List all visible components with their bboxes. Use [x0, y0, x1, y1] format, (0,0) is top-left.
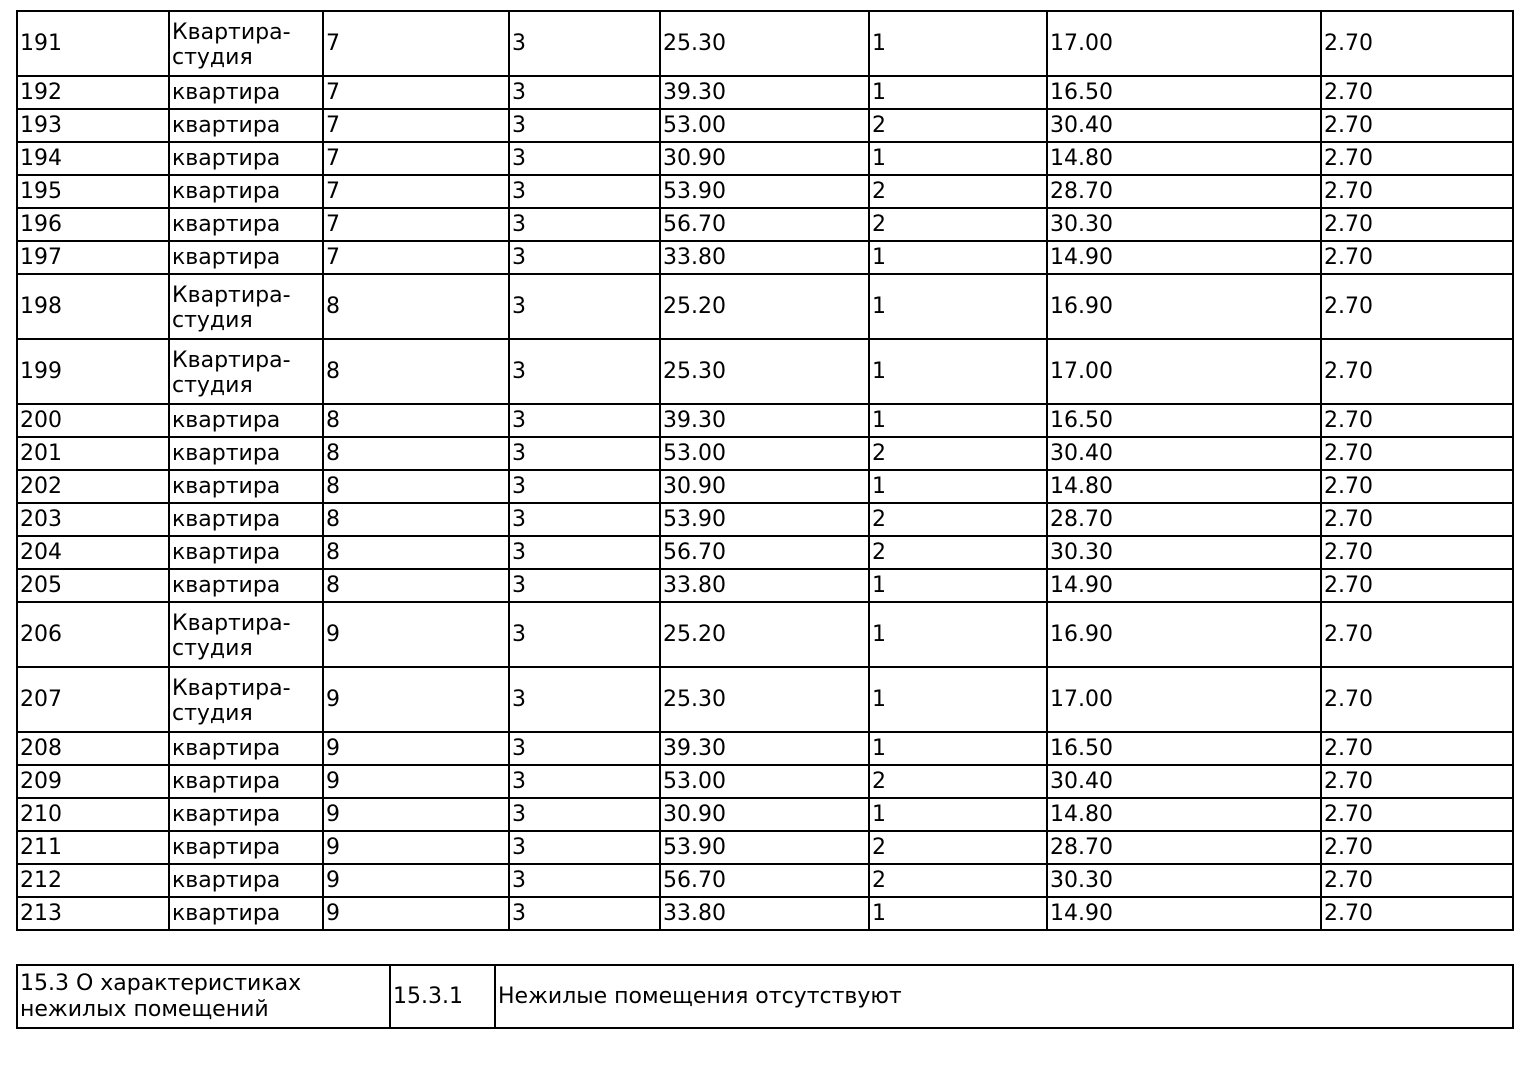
living-area-cell: 14.90: [1047, 897, 1321, 930]
floor-cell: 9: [323, 765, 509, 798]
room-count-cell: 1: [869, 142, 1047, 175]
apartment-number-cell: 195: [17, 175, 169, 208]
room-count-cell: 1: [869, 798, 1047, 831]
total-area-cell: 33.80: [660, 897, 869, 930]
non-residential-section: [16, 964, 1514, 1029]
entrance-cell: 3: [509, 11, 660, 76]
room-count-cell: 1: [869, 404, 1047, 437]
table-row: [17, 667, 1513, 732]
room-count-cell: 1: [869, 897, 1047, 930]
floor-cell: 7: [323, 208, 509, 241]
apartments-table: [16, 10, 1514, 931]
living-area-cell: 30.40: [1047, 765, 1321, 798]
table-row: [17, 76, 1513, 109]
ceiling-height-cell: 2.70: [1321, 602, 1513, 667]
entrance-cell: 3: [509, 109, 660, 142]
entrance-cell: 3: [509, 339, 660, 404]
room-count-cell: 1: [869, 11, 1047, 76]
entrance-cell: 3: [509, 208, 660, 241]
table-row: [17, 241, 1513, 274]
living-area-cell: 30.40: [1047, 437, 1321, 470]
floor-cell: 9: [323, 602, 509, 667]
ceiling-height-cell: 2.70: [1321, 503, 1513, 536]
entrance-cell: 3: [509, 142, 660, 175]
table-row: [17, 142, 1513, 175]
table-row: [17, 602, 1513, 667]
apartment-number-cell: 199: [17, 339, 169, 404]
floor-cell: 9: [323, 798, 509, 831]
apartment-type-cell: квартира: [169, 404, 323, 437]
floor-cell: 8: [323, 404, 509, 437]
entrance-cell: 3: [509, 241, 660, 274]
room-count-cell: 1: [869, 274, 1047, 339]
living-area-cell: 16.50: [1047, 732, 1321, 765]
table-row: [17, 208, 1513, 241]
ceiling-height-cell: 2.70: [1321, 765, 1513, 798]
total-area-cell: 25.20: [660, 274, 869, 339]
room-count-cell: 2: [869, 765, 1047, 798]
entrance-cell: 3: [509, 404, 660, 437]
living-area-cell: 30.30: [1047, 536, 1321, 569]
living-area-cell: 28.70: [1047, 503, 1321, 536]
table-row: [17, 536, 1513, 569]
floor-cell: 8: [323, 339, 509, 404]
entrance-cell: 3: [509, 470, 660, 503]
entrance-cell: 3: [509, 76, 660, 109]
floor-cell: 7: [323, 109, 509, 142]
apartment-number-cell: 193: [17, 109, 169, 142]
total-area-cell: 53.00: [660, 765, 869, 798]
apartment-type-cell: квартира: [169, 175, 323, 208]
apartments-table-body: [17, 11, 1513, 930]
apartment-type-cell: Квартира-студия: [169, 667, 323, 732]
ceiling-height-cell: 2.70: [1321, 339, 1513, 404]
apartment-type-cell: Квартира-студия: [169, 339, 323, 404]
living-area-cell: 17.00: [1047, 339, 1321, 404]
room-count-cell: 2: [869, 109, 1047, 142]
total-area-cell: 39.30: [660, 76, 869, 109]
table-row: [17, 274, 1513, 339]
room-count-cell: 1: [869, 569, 1047, 602]
total-area-cell: 53.90: [660, 175, 869, 208]
apartment-number-cell: 200: [17, 404, 169, 437]
ceiling-height-cell: 2.70: [1321, 241, 1513, 274]
apartment-number-cell: 210: [17, 798, 169, 831]
apartment-type-cell: Квартира-студия: [169, 11, 323, 76]
room-count-cell: 1: [869, 732, 1047, 765]
apartment-type-cell: квартира: [169, 798, 323, 831]
apartment-number-cell: 205: [17, 569, 169, 602]
ceiling-height-cell: 2.70: [1321, 175, 1513, 208]
apartment-number-cell: 194: [17, 142, 169, 175]
total-area-cell: 53.00: [660, 109, 869, 142]
apartment-type-cell: квартира: [169, 109, 323, 142]
floor-cell: 7: [323, 241, 509, 274]
apartment-number-cell: 197: [17, 241, 169, 274]
table-row: [17, 503, 1513, 536]
apartment-number-cell: 201: [17, 437, 169, 470]
apartment-type-cell: квартира: [169, 503, 323, 536]
apartment-type-cell: квартира: [169, 536, 323, 569]
table-row: [17, 897, 1513, 930]
room-count-cell: 2: [869, 175, 1047, 208]
living-area-cell: 17.00: [1047, 667, 1321, 732]
apartment-number-cell: 204: [17, 536, 169, 569]
apartment-type-cell: квартира: [169, 897, 323, 930]
floor-cell: 7: [323, 142, 509, 175]
floor-cell: 8: [323, 470, 509, 503]
apartment-type-cell: квартира: [169, 241, 323, 274]
apartment-number-cell: 196: [17, 208, 169, 241]
total-area-cell: 30.90: [660, 798, 869, 831]
entrance-cell: 3: [509, 765, 660, 798]
ceiling-height-cell: 2.70: [1321, 76, 1513, 109]
ceiling-height-cell: 2.70: [1321, 798, 1513, 831]
floor-cell: 8: [323, 536, 509, 569]
table-row: [17, 339, 1513, 404]
living-area-cell: 14.80: [1047, 470, 1321, 503]
floor-cell: 9: [323, 864, 509, 897]
apartment-type-cell: квартира: [169, 142, 323, 175]
total-area-cell: 25.30: [660, 667, 869, 732]
apartment-type-cell: Квартира-студия: [169, 274, 323, 339]
total-area-cell: 25.30: [660, 339, 869, 404]
non-residential-row: [17, 965, 1513, 1028]
apartment-number-cell: 202: [17, 470, 169, 503]
entrance-cell: 3: [509, 667, 660, 732]
room-count-cell: 2: [869, 864, 1047, 897]
room-count-cell: 1: [869, 76, 1047, 109]
apartment-number-cell: 203: [17, 503, 169, 536]
table-row: [17, 109, 1513, 142]
table-row: [17, 765, 1513, 798]
table-row: [17, 404, 1513, 437]
apartment-type-cell: квартира: [169, 437, 323, 470]
ceiling-height-cell: 2.70: [1321, 437, 1513, 470]
apartment-type-cell: квартира: [169, 470, 323, 503]
total-area-cell: 25.20: [660, 602, 869, 667]
ceiling-height-cell: 2.70: [1321, 142, 1513, 175]
total-area-cell: 56.70: [660, 536, 869, 569]
ceiling-height-cell: 2.70: [1321, 208, 1513, 241]
table-row: [17, 864, 1513, 897]
room-count-cell: 1: [869, 339, 1047, 404]
floor-cell: 8: [323, 437, 509, 470]
apartment-number-cell: 207: [17, 667, 169, 732]
ceiling-height-cell: 2.70: [1321, 470, 1513, 503]
apartment-number-cell: 198: [17, 274, 169, 339]
living-area-cell: 16.90: [1047, 602, 1321, 667]
section-title: 15.3 О характеристиках нежилых помещений: [17, 965, 390, 1028]
table-row: [17, 437, 1513, 470]
room-count-cell: 1: [869, 241, 1047, 274]
total-area-cell: 39.30: [660, 732, 869, 765]
living-area-cell: 28.70: [1047, 175, 1321, 208]
entrance-cell: 3: [509, 897, 660, 930]
living-area-cell: 16.50: [1047, 404, 1321, 437]
living-area-cell: 30.40: [1047, 109, 1321, 142]
room-count-cell: 1: [869, 667, 1047, 732]
total-area-cell: 33.80: [660, 569, 869, 602]
entrance-cell: 3: [509, 732, 660, 765]
room-count-cell: 2: [869, 503, 1047, 536]
total-area-cell: 53.90: [660, 503, 869, 536]
total-area-cell: 30.90: [660, 470, 869, 503]
table-row: [17, 798, 1513, 831]
apartment-type-cell: квартира: [169, 831, 323, 864]
section-text: Нежилые помещения отсутствуют: [495, 965, 1513, 1028]
entrance-cell: 3: [509, 175, 660, 208]
ceiling-height-cell: 2.70: [1321, 536, 1513, 569]
apartment-number-cell: 209: [17, 765, 169, 798]
entrance-cell: 3: [509, 864, 660, 897]
total-area-cell: 30.90: [660, 142, 869, 175]
table-row: [17, 470, 1513, 503]
entrance-cell: 3: [509, 503, 660, 536]
ceiling-height-cell: 2.70: [1321, 864, 1513, 897]
total-area-cell: 39.30: [660, 404, 869, 437]
living-area-cell: 14.90: [1047, 569, 1321, 602]
living-area-cell: 30.30: [1047, 864, 1321, 897]
total-area-cell: 33.80: [660, 241, 869, 274]
apartment-type-cell: квартира: [169, 76, 323, 109]
ceiling-height-cell: 2.70: [1321, 831, 1513, 864]
ceiling-height-cell: 2.70: [1321, 732, 1513, 765]
living-area-cell: 17.00: [1047, 11, 1321, 76]
ceiling-height-cell: 2.70: [1321, 404, 1513, 437]
entrance-cell: 3: [509, 831, 660, 864]
total-area-cell: 53.00: [660, 437, 869, 470]
table-row: [17, 732, 1513, 765]
apartment-type-cell: квартира: [169, 208, 323, 241]
living-area-cell: 14.90: [1047, 241, 1321, 274]
apartment-type-cell: квартира: [169, 864, 323, 897]
room-count-cell: 2: [869, 536, 1047, 569]
apartment-type-cell: Квартира-студия: [169, 602, 323, 667]
floor-cell: 9: [323, 897, 509, 930]
total-area-cell: 56.70: [660, 864, 869, 897]
table-row: [17, 569, 1513, 602]
living-area-cell: 16.50: [1047, 76, 1321, 109]
living-area-cell: 14.80: [1047, 142, 1321, 175]
floor-cell: 9: [323, 667, 509, 732]
ceiling-height-cell: 2.70: [1321, 109, 1513, 142]
ceiling-height-cell: 2.70: [1321, 667, 1513, 732]
floor-cell: 7: [323, 76, 509, 109]
floor-cell: 7: [323, 11, 509, 76]
apartment-number-cell: 191: [17, 11, 169, 76]
room-count-cell: 2: [869, 831, 1047, 864]
ceiling-height-cell: 2.70: [1321, 569, 1513, 602]
total-area-cell: 56.70: [660, 208, 869, 241]
table-row: [17, 175, 1513, 208]
floor-cell: 7: [323, 175, 509, 208]
apartment-number-cell: 212: [17, 864, 169, 897]
room-count-cell: 1: [869, 602, 1047, 667]
table-row: [17, 831, 1513, 864]
entrance-cell: 3: [509, 536, 660, 569]
ceiling-height-cell: 2.70: [1321, 11, 1513, 76]
apartment-type-cell: квартира: [169, 732, 323, 765]
apartment-type-cell: квартира: [169, 765, 323, 798]
living-area-cell: 30.30: [1047, 208, 1321, 241]
apartment-number-cell: 213: [17, 897, 169, 930]
floor-cell: 8: [323, 274, 509, 339]
apartment-number-cell: 192: [17, 76, 169, 109]
ceiling-height-cell: 2.70: [1321, 274, 1513, 339]
apartment-number-cell: 211: [17, 831, 169, 864]
living-area-cell: 14.80: [1047, 798, 1321, 831]
entrance-cell: 3: [509, 798, 660, 831]
room-count-cell: 2: [869, 208, 1047, 241]
total-area-cell: 25.30: [660, 11, 869, 76]
floor-cell: 8: [323, 569, 509, 602]
section-code: 15.3.1: [390, 965, 495, 1028]
ceiling-height-cell: 2.70: [1321, 897, 1513, 930]
floor-cell: 9: [323, 732, 509, 765]
entrance-cell: 3: [509, 569, 660, 602]
floor-cell: 9: [323, 831, 509, 864]
table-row: [17, 11, 1513, 76]
floor-cell: 8: [323, 503, 509, 536]
apartment-number-cell: 206: [17, 602, 169, 667]
living-area-cell: 28.70: [1047, 831, 1321, 864]
total-area-cell: 53.90: [660, 831, 869, 864]
living-area-cell: 16.90: [1047, 274, 1321, 339]
entrance-cell: 3: [509, 437, 660, 470]
entrance-cell: 3: [509, 274, 660, 339]
room-count-cell: 2: [869, 437, 1047, 470]
room-count-cell: 1: [869, 470, 1047, 503]
entrance-cell: 3: [509, 602, 660, 667]
apartment-type-cell: квартира: [169, 569, 323, 602]
apartment-number-cell: 208: [17, 732, 169, 765]
